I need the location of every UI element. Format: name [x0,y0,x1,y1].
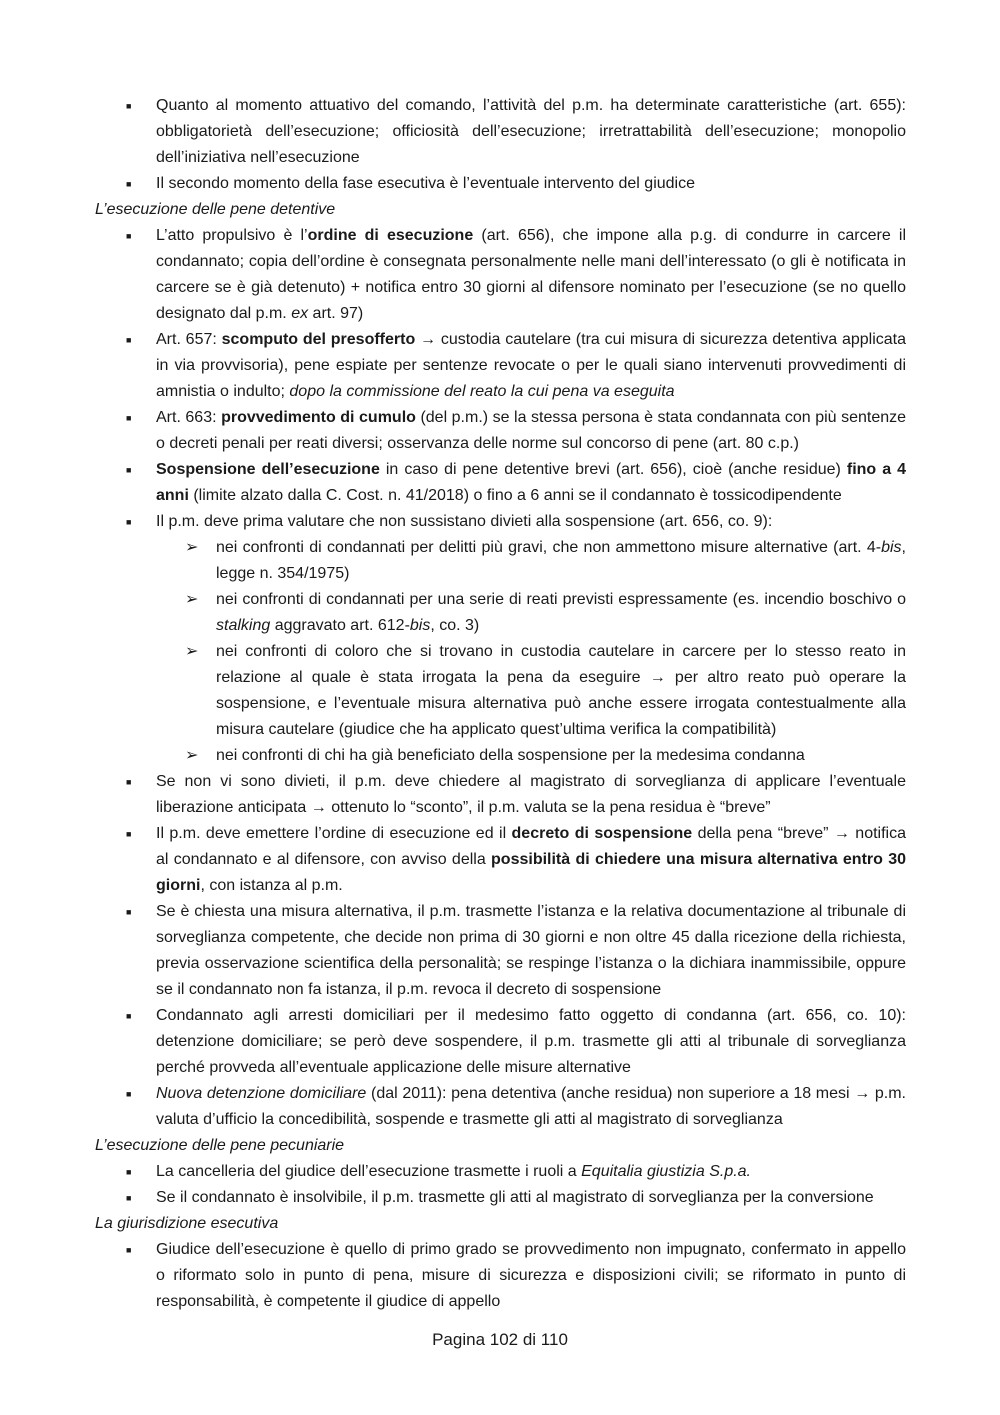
italic-text: stalking [216,617,271,634]
bullet-item [95,509,906,535]
text-run: nei confronti di chi ha già beneficiato della sospensione per la medesima condanna [216,747,805,764]
italic-text: ex [291,305,309,322]
text-run: nei confronti di coloro che si trovano in custodia cautelare in carcere per lo stesso reato in relazione al quale è stata irrogata la pena da eseguire → per altro reato può operare la sospensione, e l’eventuale misura alternativa può anche essere irrogata contestualmente alla misura cautelare (giudice che ha applicato quest’ultima verifica la compatibilità) [216,643,906,738]
text-run: Art. 663: [156,409,222,426]
section-heading-pene-detentive: L’esecuzione delle pene detentive [95,201,336,218]
text-run: nei confronti di condannati per una serie di reati previsti espressamente (es. incendio boschivo o [216,591,906,608]
sub-bullet-item [95,587,906,639]
page-number: Pagina 102 di 110 [432,1330,568,1349]
italic-text: Nuova detenzione domiciliare [156,1085,367,1102]
text-run: , co. 3) [430,617,480,634]
intro-list [95,93,906,197]
text-run: nei confronti di condannati per delitti più gravi, che non ammettono misure alternative (art. 4- [216,539,882,556]
text-run: Il p.m. deve prima valutare che non sussistano divieti alla sospensione (art. 656, co. 9): [156,513,773,530]
sub-bullet-item [95,535,906,587]
text-run: La cancelleria del giudice dell’esecuzione trasmette i ruoli a [156,1163,582,1180]
text-run: Se non vi sono divieti, il p.m. deve chiedere al magistrato di sorveglianza di applicare l’eventuale liberazione anticipata → ottenuto lo “sconto”, il p.m. valuta se la pena residua è “breve” [156,773,906,816]
bullet-item [95,405,906,457]
text-run: → custodia cautelare (tra cui misura di sicurezza detentiva applicata in via provvisoria), pene espiate per sentenze revocate o per le quali siano intervenuti provvedimenti di amnistia o indulto; [156,331,907,400]
bold-text: decreto di sospensione [511,825,693,842]
bold-text: possibilità di chiedere una misura alternativa entro 30 giorni [156,851,907,894]
text-run: Quanto al momento attuativo del comando, l’attività del p.m. ha determinate caratteristiche (art. 655): obbligatorietà dell’esecuzione; officiosità dell’esecuzione; irretrattabilità dell’esecuzione; monopolio dell’iniziativa nell’esecuzione [156,97,906,166]
text-run: Se il condannato è insolvibile, il p.m. trasmette gli atti al magistrato di sorveglianza per la conversione [156,1189,874,1206]
bullet-item [95,1185,906,1211]
pene-detentive-list-b [95,769,906,1133]
text-run: (art. 656), che impone alla p.g. di condurre in carcere il condannato; copia dell’ordine è consegnata personalmente nelle mani dell’interessato (o gli è notificata in carcere se è già detenuto) + notifica entro 30 giorni al difensore nominato per l’esecuzione (se no quello designato dal p.m. [156,227,906,322]
text-run: , con istanza al p.m. [200,877,343,894]
bullet-item [95,223,906,327]
section-heading-pene-pecuniarie: L’esecuzione delle pene pecuniarie [95,1137,345,1154]
italic-text: dopo la commissione del reato la cui pena va eseguita [289,383,675,400]
bullet-item [95,457,906,509]
text-run: aggravato art. 612- [270,617,410,634]
italic-text: Equitalia giustizia S.p.a. [581,1163,751,1180]
text-run: (limite alzato dalla C. Cost. n. 41/2018) o fino a 6 anni se il condannato è tossicodipendente [188,487,842,504]
pene-pecuniarie-list [95,1159,906,1211]
bullet-item [95,1159,906,1185]
text-run: Il secondo momento della fase esecutiva è l’eventuale intervento del giudice [156,175,695,192]
text-run: (del p.m.) se la stessa persona è stata condannata con più sentenze o decreti penali per reati diversi; osservanza delle norme sul concorso di pene (art. 80 c.p.) [156,409,907,452]
bullet-item [95,769,906,821]
bullet-item [95,93,906,171]
text-run: in caso di pene detentive brevi (art. 656), cioè (anche residue) [379,461,847,478]
bullet-item [95,327,906,405]
section-heading-giurisdizione: La giurisdizione esecutiva [95,1215,279,1232]
text-run: L’atto propulsivo è l’ [156,227,308,244]
document-page [95,93,906,1315]
divieti-sublist [95,535,906,769]
text-run: (dal 2011): pena detentiva (anche residua) non superiore a 18 mesi → p.m. valuta d’ufficio la concedibilità, sospende e trasmette gli atti al magistrato di sorveglianza [156,1085,906,1128]
text-run: Se è chiesta una misura alternativa, il p.m. trasmette l’istanza e la relativa documentazione al tribunale di sorveglianza competente, che decide non prima di 30 giorni e non oltre 45 dalla ricezione della richiesta, previa osservazione scientifica della personalità; se respinge l’istanza o la dichiara inammissibile, oppure se il condannato non fa istanza, il p.m. revoca il decreto di sospensione [156,903,906,998]
bold-text: scomputo del presofferto [221,331,416,348]
text-run: , legge n. 354/1975) [216,539,906,582]
text-run: art. 97) [308,305,364,322]
text-run: Giudice dell’esecuzione è quello di primo grado se provvedimento non impugnato, confermato in appello o riformato solo in punto di pena, misure di sicurezza e disposizioni civili; se riformato in punto di responsabilità, è competente il giudice di appello [156,1241,906,1310]
bold-text: fino a 4 anni [156,461,906,504]
bold-text: Sospensione dell’esecuzione [156,461,380,478]
italic-text: bis [881,539,902,556]
text-run: Art. 657: [156,331,222,348]
text-run: Il p.m. deve emettere l’ordine di esecuzione ed il [156,825,512,842]
bullet-item [95,1237,906,1315]
bullet-item [95,1081,906,1133]
text-run: della pena “breve” → notifica al condannato e al difensore, con avviso della [156,825,906,868]
giurisdizione-list [95,1237,906,1315]
bullet-item [95,1003,906,1081]
bullet-item [95,899,906,1003]
bold-text: ordine di esecuzione [307,227,474,244]
pene-detentive-list-a [95,223,906,535]
italic-text: bis [409,617,431,634]
sub-bullet-item [95,743,906,769]
bullet-item [95,171,906,197]
sub-bullet-item [95,639,906,743]
bullet-item [95,821,906,899]
bold-text: provvedimento di cumulo [221,409,416,426]
text-run: Condannato agli arresti domiciliari per il medesimo fatto oggetto di condanna (art. 656, co. 10): detenzione domiciliare; se però deve sospendere, il p.m. trasmette gli atti al tribunale di sorveglianza perché provveda all’eventuale applicazione delle misure alternative [156,1007,906,1076]
